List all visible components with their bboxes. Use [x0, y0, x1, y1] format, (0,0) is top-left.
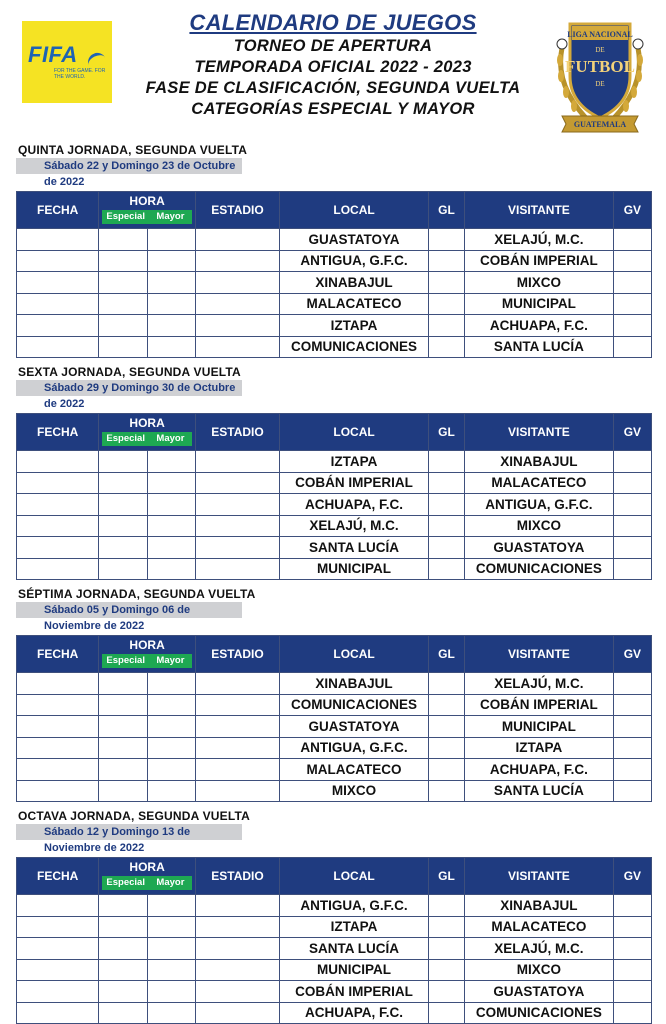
col-header-local: LOCAL: [280, 858, 429, 895]
fecha-cell: [17, 916, 99, 938]
estadio-cell: [195, 959, 279, 981]
table-row: [17, 694, 652, 716]
fecha-cell: [17, 229, 99, 251]
especial-cell: [99, 759, 147, 781]
fixtures-table: [16, 857, 652, 1024]
especial-cell: [99, 250, 147, 272]
mayor-cell: [147, 694, 195, 716]
gl-cell: [428, 981, 464, 1003]
table-row: [17, 1002, 652, 1024]
hora-especial-label: Especial: [102, 210, 149, 224]
visitante-team-cell: MIXCO: [465, 959, 614, 981]
estadio-cell: [195, 537, 279, 559]
gv-cell: [613, 959, 651, 981]
fecha-cell: [17, 895, 99, 917]
especial-cell: [99, 895, 147, 917]
local-team-cell: ANTIGUA, G.F.C.: [280, 737, 429, 759]
fixtures-table: [16, 635, 652, 802]
mayor-cell: [147, 472, 195, 494]
visitante-team-cell: COMUNICACIONES: [465, 558, 614, 580]
gl-cell: [428, 916, 464, 938]
col-header-visitante: VISITANTE: [465, 636, 614, 673]
estadio-cell: [195, 272, 279, 294]
fecha-cell: [17, 694, 99, 716]
gv-cell: [613, 515, 651, 537]
especial-cell: [99, 494, 147, 516]
table-row: [17, 315, 652, 337]
gv-cell: [613, 716, 651, 738]
especial-cell: [99, 716, 147, 738]
fecha-cell: [17, 272, 99, 294]
gv-cell: [613, 895, 651, 917]
col-header-gv: GV: [613, 414, 651, 451]
gv-cell: [613, 916, 651, 938]
local-team-cell: MUNICIPAL: [280, 558, 429, 580]
jornada-section: [16, 809, 652, 1024]
local-team-cell: MUNICIPAL: [280, 959, 429, 981]
col-header-hora: [99, 858, 195, 895]
mayor-cell: [147, 938, 195, 960]
liga-logo-de2: DE: [595, 80, 605, 88]
especial-cell: [99, 229, 147, 251]
gl-cell: [428, 938, 464, 960]
gl-cell: [428, 451, 464, 473]
mayor-cell: [147, 315, 195, 337]
visitante-team-cell: MUNICIPAL: [465, 716, 614, 738]
mayor-cell: [147, 537, 195, 559]
especial-cell: [99, 451, 147, 473]
visitante-team-cell: SANTA LUCÍA: [465, 780, 614, 802]
local-team-cell: MIXCO: [280, 780, 429, 802]
col-header-hora: [99, 636, 195, 673]
local-team-cell: MALACATECO: [280, 293, 429, 315]
visitante-team-cell: COBÁN IMPERIAL: [465, 694, 614, 716]
table-row: [17, 229, 652, 251]
especial-cell: [99, 515, 147, 537]
visitante-team-cell: MALACATECO: [465, 916, 614, 938]
jornada-date: Sábado 12 y Domingo 13 de Noviembre de 2022: [16, 824, 242, 840]
local-team-cell: COBÁN IMPERIAL: [280, 981, 429, 1003]
local-team-cell: IZTAPA: [280, 916, 429, 938]
estadio-cell: [195, 673, 279, 695]
title-block: [110, 10, 556, 120]
visitante-team-cell: IZTAPA: [465, 737, 614, 759]
estadio-cell: [195, 737, 279, 759]
hora-label: HORA: [129, 638, 165, 652]
estadio-cell: [195, 494, 279, 516]
fecha-cell: [17, 959, 99, 981]
mayor-cell: [147, 293, 195, 315]
estadio-cell: [195, 981, 279, 1003]
local-team-cell: GUASTATOYA: [280, 229, 429, 251]
local-team-cell: ACHUAPA, F.C.: [280, 494, 429, 516]
estadio-cell: [195, 293, 279, 315]
visitante-team-cell: XELAJÚ, M.C.: [465, 229, 614, 251]
estadio-cell: [195, 916, 279, 938]
col-header-gv: GV: [613, 858, 651, 895]
table-row: [17, 673, 652, 695]
gl-cell: [428, 895, 464, 917]
local-team-cell: SANTA LUCÍA: [280, 537, 429, 559]
jornada-section: [16, 587, 652, 802]
col-header-fecha: FECHA: [17, 636, 99, 673]
gl-cell: [428, 673, 464, 695]
fecha-cell: [17, 250, 99, 272]
fecha-cell: [17, 759, 99, 781]
col-header-gl: GL: [428, 414, 464, 451]
col-header-gv: GV: [613, 192, 651, 229]
gv-cell: [613, 1002, 651, 1024]
subtitle-temporada: TEMPORADA OFICIAL 2022 - 2023: [194, 58, 472, 76]
visitante-team-cell: XELAJÚ, M.C.: [465, 938, 614, 960]
local-team-cell: COMUNICACIONES: [280, 694, 429, 716]
col-header-gl: GL: [428, 636, 464, 673]
gv-cell: [613, 336, 651, 358]
gv-cell: [613, 451, 651, 473]
fecha-cell: [17, 938, 99, 960]
visitante-team-cell: MIXCO: [465, 272, 614, 294]
gl-cell: [428, 515, 464, 537]
table-row: [17, 981, 652, 1003]
local-team-cell: GUASTATOYA: [280, 716, 429, 738]
visitante-team-cell: XELAJÚ, M.C.: [465, 673, 614, 695]
estadio-cell: [195, 250, 279, 272]
gv-cell: [613, 472, 651, 494]
estadio-cell: [195, 451, 279, 473]
especial-cell: [99, 981, 147, 1003]
col-header-fecha: FECHA: [17, 858, 99, 895]
gl-cell: [428, 780, 464, 802]
fecha-cell: [17, 515, 99, 537]
col-header-estadio: ESTADIO: [195, 636, 279, 673]
gv-cell: [613, 938, 651, 960]
table-row: [17, 895, 652, 917]
gl-cell: [428, 1002, 464, 1024]
estadio-cell: [195, 938, 279, 960]
jornada-title: SEXTA JORNADA, SEGUNDA VUELTA: [18, 365, 241, 379]
gl-cell: [428, 293, 464, 315]
liga-logo-ribbon: GUATEMALA: [573, 120, 627, 129]
mayor-cell: [147, 451, 195, 473]
col-header-visitante: VISITANTE: [465, 192, 614, 229]
liga-logo-main: FUTBOL: [565, 57, 635, 76]
mayor-cell: [147, 673, 195, 695]
fecha-cell: [17, 336, 99, 358]
col-header-local: LOCAL: [280, 192, 429, 229]
estadio-cell: [195, 558, 279, 580]
local-team-cell: IZTAPA: [280, 451, 429, 473]
hora-mayor-label: Mayor: [149, 210, 192, 224]
visitante-team-cell: GUASTATOYA: [465, 537, 614, 559]
gv-cell: [613, 694, 651, 716]
table-header-row: [17, 192, 652, 229]
table-row: [17, 250, 652, 272]
table-row: [17, 515, 652, 537]
table-row: [17, 472, 652, 494]
estadio-cell: [195, 1002, 279, 1024]
estadio-cell: [195, 229, 279, 251]
hora-especial-label: Especial: [102, 654, 149, 668]
fecha-cell: [17, 780, 99, 802]
especial-cell: [99, 673, 147, 695]
col-header-visitante: VISITANTE: [465, 858, 614, 895]
fecha-cell: [17, 981, 99, 1003]
especial-cell: [99, 938, 147, 960]
fecha-cell: [17, 558, 99, 580]
fecha-cell: [17, 537, 99, 559]
especial-cell: [99, 472, 147, 494]
mayor-cell: [147, 1002, 195, 1024]
jornada-section: [16, 365, 652, 580]
gl-cell: [428, 959, 464, 981]
gl-cell: [428, 250, 464, 272]
col-header-gl: GL: [428, 192, 464, 229]
hora-mayor-label: Mayor: [149, 654, 192, 668]
mayor-cell: [147, 916, 195, 938]
subtitle-categorias: CATEGORÍAS ESPECIAL Y MAYOR: [191, 100, 475, 118]
mayor-cell: [147, 959, 195, 981]
hora-label: HORA: [129, 416, 165, 430]
mayor-cell: [147, 229, 195, 251]
estadio-cell: [195, 895, 279, 917]
visitante-team-cell: ACHUAPA, F.C.: [465, 759, 614, 781]
especial-cell: [99, 293, 147, 315]
gv-cell: [613, 558, 651, 580]
mayor-cell: [147, 737, 195, 759]
liga-nacional-logo: [552, 18, 648, 134]
fecha-cell: [17, 1002, 99, 1024]
liga-logo-top: LIGA NACIONAL: [567, 30, 633, 39]
subtitle-torneo: TORNEO DE APERTURA: [233, 37, 433, 55]
estadio-cell: [195, 315, 279, 337]
estadio-cell: [195, 472, 279, 494]
mayor-cell: [147, 250, 195, 272]
fecha-cell: [17, 673, 99, 695]
local-team-cell: ANTIGUA, G.F.C.: [280, 895, 429, 917]
table-row: [17, 959, 652, 981]
table-row: [17, 938, 652, 960]
especial-cell: [99, 959, 147, 981]
fixtures-table: [16, 413, 652, 580]
visitante-team-cell: XINABAJUL: [465, 451, 614, 473]
gv-cell: [613, 759, 651, 781]
fecha-cell: [17, 315, 99, 337]
gl-cell: [428, 716, 464, 738]
local-team-cell: XINABAJUL: [280, 272, 429, 294]
mayor-cell: [147, 272, 195, 294]
col-header-local: LOCAL: [280, 636, 429, 673]
mayor-cell: [147, 759, 195, 781]
hora-mayor-label: Mayor: [149, 876, 192, 890]
col-header-estadio: ESTADIO: [195, 192, 279, 229]
table-row: [17, 558, 652, 580]
gl-cell: [428, 229, 464, 251]
estadio-cell: [195, 515, 279, 537]
liga-logo-de1: DE: [595, 46, 605, 54]
jornada-date: Sábado 22 y Domingo 23 de Octubre de 2022: [16, 158, 242, 174]
fecha-cell: [17, 737, 99, 759]
gv-cell: [613, 315, 651, 337]
gv-cell: [613, 981, 651, 1003]
gl-cell: [428, 336, 464, 358]
fecha-cell: [17, 293, 99, 315]
jornada-title: QUINTA JORNADA, SEGUNDA VUELTA: [18, 143, 248, 157]
gl-cell: [428, 694, 464, 716]
fecha-cell: [17, 451, 99, 473]
gv-cell: [613, 272, 651, 294]
col-header-gl: GL: [428, 858, 464, 895]
gv-cell: [613, 737, 651, 759]
gl-cell: [428, 759, 464, 781]
fixtures-table: [16, 191, 652, 358]
mayor-cell: [147, 981, 195, 1003]
mayor-cell: [147, 494, 195, 516]
estadio-cell: [195, 759, 279, 781]
estadio-cell: [195, 336, 279, 358]
gl-cell: [428, 272, 464, 294]
local-team-cell: IZTAPA: [280, 315, 429, 337]
local-team-cell: ANTIGUA, G.F.C.: [280, 250, 429, 272]
gv-cell: [613, 780, 651, 802]
gl-cell: [428, 472, 464, 494]
visitante-team-cell: MIXCO: [465, 515, 614, 537]
visitante-team-cell: XINABAJUL: [465, 895, 614, 917]
table-row: [17, 336, 652, 358]
especial-cell: [99, 916, 147, 938]
hora-label: HORA: [129, 194, 165, 208]
fifa-logo-word: FIFA: [28, 42, 78, 67]
visitante-team-cell: COBÁN IMPERIAL: [465, 250, 614, 272]
gl-cell: [428, 737, 464, 759]
visitante-team-cell: COMUNICACIONES: [465, 1002, 614, 1024]
mayor-cell: [147, 336, 195, 358]
table-row: [17, 716, 652, 738]
col-header-fecha: FECHA: [17, 414, 99, 451]
local-team-cell: COBÁN IMPERIAL: [280, 472, 429, 494]
jornada-date: Sábado 29 y Domingo 30 de Octubre de 2022: [16, 380, 242, 396]
especial-cell: [99, 694, 147, 716]
table-row: [17, 780, 652, 802]
gl-cell: [428, 315, 464, 337]
subtitle-fase: FASE DE CLASIFICACIÓN, SEGUNDA VUELTA: [145, 79, 521, 97]
table-row: [17, 759, 652, 781]
mayor-cell: [147, 515, 195, 537]
fecha-cell: [17, 494, 99, 516]
jornada-title: OCTAVA JORNADA, SEGUNDA VUELTA: [18, 809, 251, 823]
fifa-logo-tagline: FOR THE GAME. FOR THE WORLD.: [54, 68, 106, 80]
visitante-team-cell: MALACATECO: [465, 472, 614, 494]
mayor-cell: [147, 780, 195, 802]
gl-cell: [428, 537, 464, 559]
local-team-cell: SANTA LUCÍA: [280, 938, 429, 960]
estadio-cell: [195, 716, 279, 738]
table-row: [17, 293, 652, 315]
col-header-local: LOCAL: [280, 414, 429, 451]
mayor-cell: [147, 895, 195, 917]
gl-cell: [428, 558, 464, 580]
gv-cell: [613, 250, 651, 272]
estadio-cell: [195, 780, 279, 802]
local-team-cell: XELAJÚ, M.C.: [280, 515, 429, 537]
table-row: [17, 737, 652, 759]
table-row: [17, 494, 652, 516]
especial-cell: [99, 558, 147, 580]
table-header-row: [17, 858, 652, 895]
col-header-gv: GV: [613, 636, 651, 673]
jornada-date: Sábado 05 y Domingo 06 de Noviembre de 2022: [16, 602, 242, 618]
especial-cell: [99, 315, 147, 337]
gl-cell: [428, 494, 464, 516]
col-header-estadio: ESTADIO: [195, 858, 279, 895]
local-team-cell: COMUNICACIONES: [280, 336, 429, 358]
gv-cell: [613, 229, 651, 251]
gv-cell: [613, 494, 651, 516]
local-team-cell: ACHUAPA, F.C.: [280, 1002, 429, 1024]
visitante-team-cell: SANTA LUCÍA: [465, 336, 614, 358]
hora-especial-label: Especial: [102, 876, 149, 890]
local-team-cell: MALACATECO: [280, 759, 429, 781]
jornada-title: SÉPTIMA JORNADA, SEGUNDA VUELTA: [18, 587, 256, 601]
hora-label: HORA: [129, 860, 165, 874]
col-header-hora: [99, 192, 195, 229]
especial-cell: [99, 780, 147, 802]
mayor-cell: [147, 558, 195, 580]
fecha-cell: [17, 716, 99, 738]
table-header-row: [17, 636, 652, 673]
especial-cell: [99, 336, 147, 358]
hora-mayor-label: Mayor: [149, 432, 192, 446]
gv-cell: [613, 673, 651, 695]
fecha-cell: [17, 472, 99, 494]
col-header-fecha: FECHA: [17, 192, 99, 229]
visitante-team-cell: ACHUAPA, F.C.: [465, 315, 614, 337]
table-header-row: [17, 414, 652, 451]
visitante-team-cell: MUNICIPAL: [465, 293, 614, 315]
especial-cell: [99, 1002, 147, 1024]
especial-cell: [99, 737, 147, 759]
visitante-team-cell: GUASTATOYA: [465, 981, 614, 1003]
estadio-cell: [195, 694, 279, 716]
col-header-hora: [99, 414, 195, 451]
table-row: [17, 916, 652, 938]
table-row: [17, 272, 652, 294]
page-title: CALENDARIO DE JUEGOS: [189, 10, 477, 35]
table-row: [17, 537, 652, 559]
col-header-estadio: ESTADIO: [195, 414, 279, 451]
especial-cell: [99, 272, 147, 294]
gv-cell: [613, 537, 651, 559]
col-header-visitante: VISITANTE: [465, 414, 614, 451]
visitante-team-cell: ANTIGUA, G.F.C.: [465, 494, 614, 516]
fifa-logo: [22, 21, 112, 103]
especial-cell: [99, 537, 147, 559]
gv-cell: [613, 293, 651, 315]
mayor-cell: [147, 716, 195, 738]
jornada-section: [16, 143, 652, 358]
local-team-cell: XINABAJUL: [280, 673, 429, 695]
table-row: [17, 451, 652, 473]
hora-especial-label: Especial: [102, 432, 149, 446]
page-header: [0, 0, 666, 140]
